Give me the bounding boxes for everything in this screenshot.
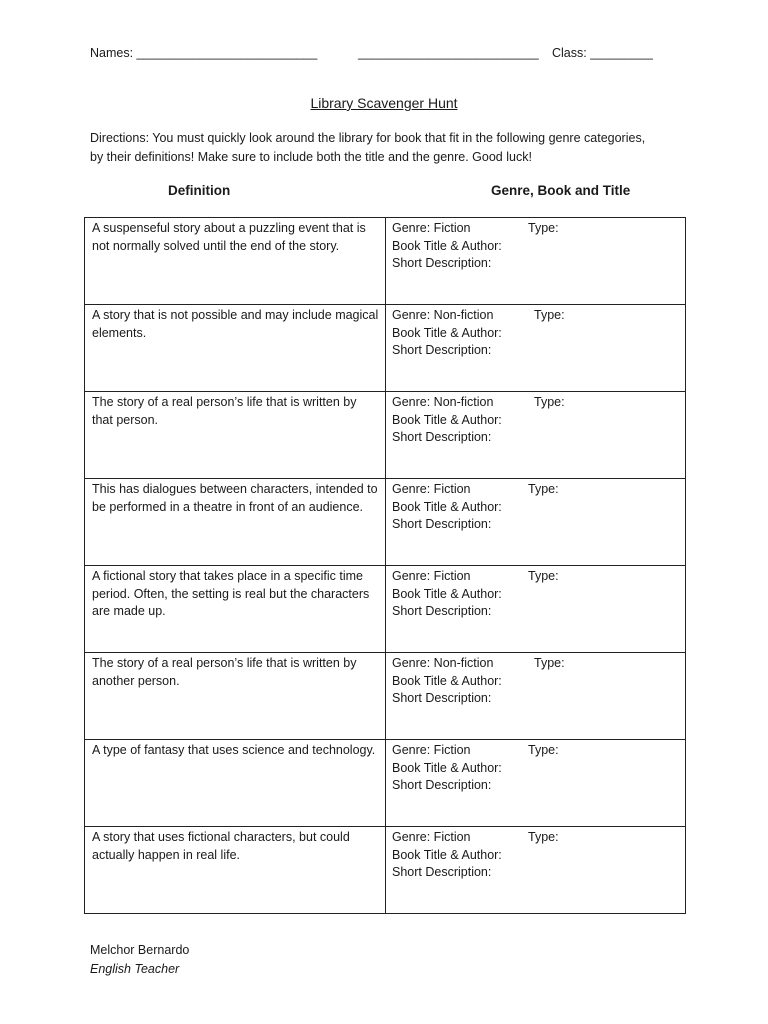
definition-cell [85, 566, 386, 653]
definition-text: A story that uses fictional characters, but could actually happen in real life. [92, 830, 350, 862]
genre-label: Genre: Fiction [392, 569, 471, 583]
directions-line-2: by their definitions! Make sure to include both the title and the genre. Good luck! [90, 150, 532, 164]
definition-cell [85, 479, 386, 566]
book-title-author-label: Book Title & Author: [392, 499, 502, 514]
short-description-label: Short Description: [392, 517, 492, 531]
answer-cell[interactable] [386, 392, 686, 479]
answer-cell[interactable] [386, 827, 686, 914]
page-title: Library Scavenger Hunt [310, 95, 458, 111]
directions [90, 129, 690, 167]
table-row [85, 392, 686, 479]
table-row [85, 305, 686, 392]
table-row [85, 740, 686, 827]
names-field[interactable]: Names: __________________________ [90, 46, 318, 60]
answer-cell[interactable] [386, 653, 686, 740]
header-line [90, 46, 670, 66]
answer-cell[interactable] [386, 566, 686, 653]
short-description-label: Short Description: [392, 256, 492, 270]
type-label: Type: [528, 221, 559, 235]
definition-text: The story of a real person’s life that is written by that person. [92, 395, 357, 427]
definition-column-header: Definition [168, 183, 231, 198]
type-label: Type: [534, 395, 565, 409]
type-label: Type: [528, 482, 559, 496]
book-title-author-label: Book Title & Author: [392, 412, 502, 427]
type-label: Type: [528, 743, 559, 757]
second-name-field[interactable]: __________________________ [358, 46, 539, 60]
genre-label: Genre: Fiction [392, 830, 471, 844]
class-field[interactable]: Class: _________ [552, 46, 653, 60]
table-row [85, 566, 686, 653]
short-description-label: Short Description: [392, 778, 492, 792]
definition-text: A suspenseful story about a puzzling event that is not normally solved until the end of the story. [92, 221, 366, 253]
genre-label: Genre: Fiction [392, 482, 471, 496]
definition-cell [85, 392, 386, 479]
book-title-author-label: Book Title & Author: [392, 325, 502, 340]
genre-label: Genre: Non-fiction [392, 395, 494, 409]
answer-cell[interactable] [386, 218, 686, 305]
definition-text: A type of fantasy that uses science and technology. [92, 743, 376, 757]
teacher-name: Melchor Bernardo [90, 943, 190, 957]
table-row [85, 218, 686, 305]
short-description-label: Short Description: [392, 604, 492, 618]
definition-cell [85, 218, 386, 305]
definition-text: The story of a real person’s life that is written by another person. [92, 656, 357, 688]
definition-cell [85, 305, 386, 392]
definition-cell [85, 653, 386, 740]
short-description-label: Short Description: [392, 691, 492, 705]
table-row [85, 653, 686, 740]
scavenger-hunt-table [84, 217, 686, 914]
definition-cell [85, 740, 386, 827]
genre-label: Genre: Non-fiction [392, 656, 494, 670]
book-title-author-label: Book Title & Author: [392, 586, 502, 601]
answer-cell[interactable] [386, 305, 686, 392]
genre-column-header: Genre, Book and Title [491, 183, 631, 198]
genre-label: Genre: Fiction [392, 221, 471, 235]
answer-cell[interactable] [386, 479, 686, 566]
book-title-author-label: Book Title & Author: [392, 847, 502, 862]
book-title-author-label: Book Title & Author: [392, 760, 502, 775]
type-label: Type: [534, 308, 565, 322]
table-row [85, 827, 686, 914]
type-label: Type: [528, 569, 559, 583]
definition-cell [85, 827, 386, 914]
type-label: Type: [528, 830, 559, 844]
short-description-label: Short Description: [392, 430, 492, 444]
table-row [85, 479, 686, 566]
book-title-author-label: Book Title & Author: [392, 673, 502, 688]
definition-text: A fictional story that takes place in a specific time period. Often, the setting is real but the characters are made up. [92, 569, 370, 618]
short-description-label: Short Description: [392, 343, 492, 357]
type-label: Type: [534, 656, 565, 670]
answer-cell[interactable] [386, 740, 686, 827]
genre-label: Genre: Non-fiction [392, 308, 494, 322]
directions-line-1: Directions: You must quickly look around the library for book that fit in the following genre categories, [90, 131, 646, 145]
teacher-role: English Teacher [90, 962, 180, 976]
definition-text: A story that is not possible and may include magical elements. [92, 308, 379, 340]
short-description-label: Short Description: [392, 865, 492, 879]
genre-label: Genre: Fiction [392, 743, 471, 757]
book-title-author-label: Book Title & Author: [392, 238, 502, 253]
definition-text: This has dialogues between characters, intended to be performed in a theatre in front of an audience. [92, 482, 378, 514]
